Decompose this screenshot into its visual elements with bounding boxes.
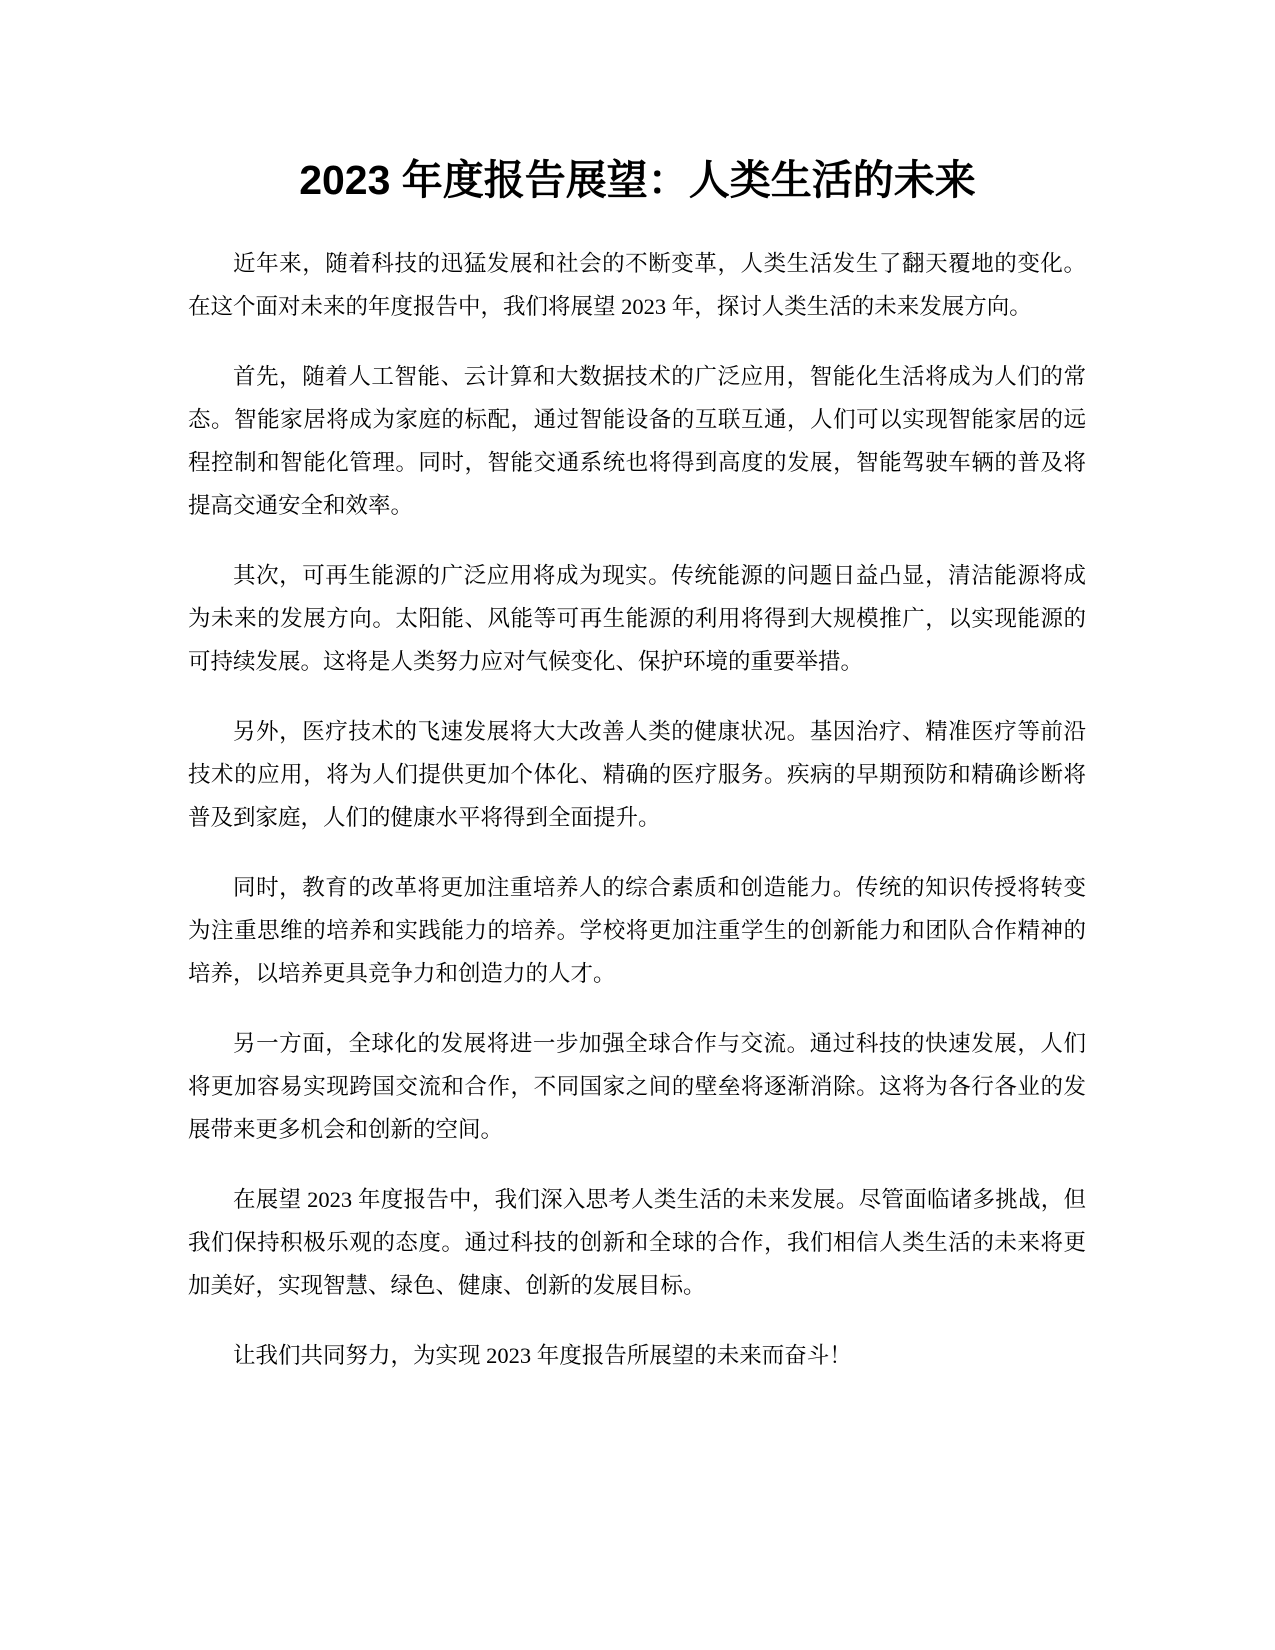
paragraph-medical-technology: 另外，医疗技术的飞速发展将大大改善人类的健康状况。基因治疗、精准医疗等前沿技术的应用，将为人们提供更加个体化、精确的医疗服务。疾病的早期预防和精确诊断将普及到家庭，人们的健康水平将得到全面提升。 [188,719,1086,830]
paragraph-globalization: 另一方面，全球化的发展将进一步加强全球合作与交流。通过科技的快速发展，人们将更加容易实现跨国交流和合作，不同国家之间的壁垒将逐渐消除。这将为各行各业的发展带来更多机会和创新的空间。 [188,1031,1086,1142]
paragraph-education-reform: 同时，教育的改革将更加注重培养人的综合素质和创造能力。传统的知识传授将转变为注重思维的培养和实践能力的培养。学校将更加注重学生的创新能力和团队合作精神的培养，以培养更具竞争力和创造力的人才。 [188,875,1086,986]
paragraph-outlook-summary: 在展望 2023 年度报告中，我们深入思考人类生活的未来发展。尽管面临诸多挑战，但我们保持积极乐观的态度。通过科技的创新和全球的合作，我们相信人类生活的未来将更加美好，实现智慧、绿色、健康、创新的发展目标。 [188,1187,1086,1298]
document-body [188,242,1086,1404]
paragraph-closing: 让我们共同努力，为实现 2023 年度报告所展望的未来而奋斗！ [233,1343,852,1368]
paragraph-smart-living: 首先，随着人工智能、云计算和大数据技术的广泛应用，智能化生活将成为人们的常态。智能家居将成为家庭的标配，通过智能设备的互联互通，人们可以实现智能家居的远程控制和智能化管理。同时，智能交通系统也将得到高度的发展，智能驾驶车辆的普及将提高交通安全和效率。 [188,364,1086,518]
document-title: 2023 年度报告展望：人类生活的未来 [299,157,976,203]
paragraph-intro: 近年来，随着科技的迅猛发展和社会的不断变革，人类生活发生了翻天覆地的变化。在这个面对未来的年度报告中，我们将展望 2023 年，探讨人类生活的未来发展方向。 [188,251,1086,319]
paragraph-renewable-energy: 其次，可再生能源的广泛应用将成为现实。传统能源的问题日益凸显，清洁能源将成为未来的发展方向。太阳能、风能等可再生能源的利用将得到大规模推广，以实现能源的可持续发展。这将是人类努力应对气候变化、保护环境的重要举措。 [188,563,1086,674]
